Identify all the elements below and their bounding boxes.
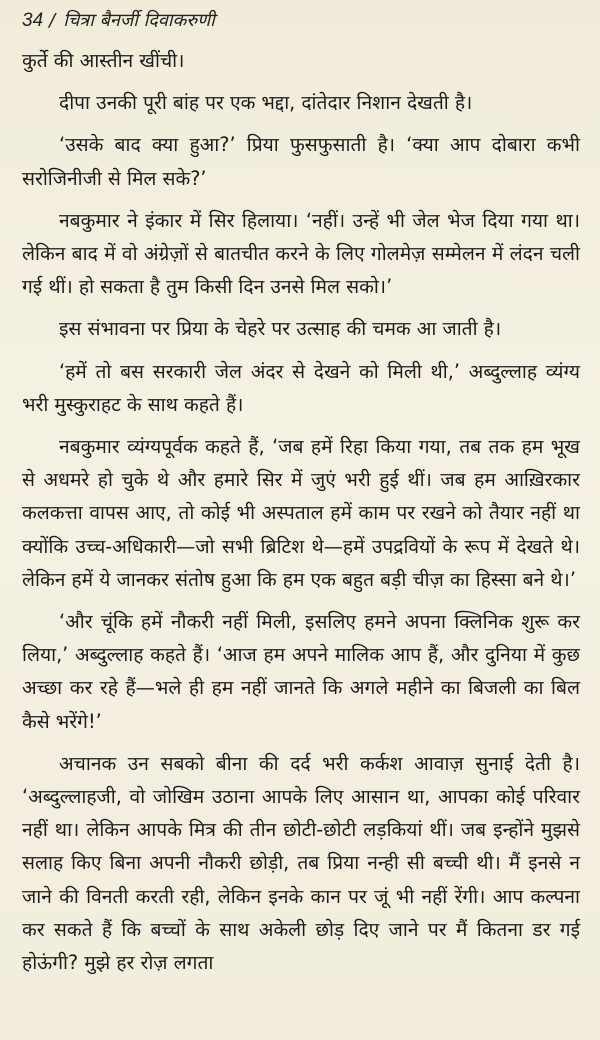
page-header xyxy=(22,8,580,38)
header-separator: / xyxy=(49,10,56,31)
paragraph: नबकुमार व्यंग्यपूर्वक कहते हैं, ‘जब हमें रिहा किया गया, तब तक हम भूख से अधमरे हो चुके थे और हमारे सिर में जुएं भरी हुई थीं। जब हम आख़िरकार कलकत्ता वापस आए, तो कोई भी अस्पताल हमें काम पर रखने को तैयार नहीं था क्योंकि उच्च-अधिकारी—जो सभी ब्रिटिश थे—हमें उपद्रवियों के रूप में देखते थे। लेकिन हमें ये जानकर संतोष हुआ कि हम एक बहुत बड़ी चीज़ का हिस्सा बने थे।’ xyxy=(22,435,580,591)
paragraph: ‘हमें तो बस सरकारी जेल अंदर से देखने को मिली थी,’ अब्दुल्लाह व्यंग्य भरी मुस्कुराहट के साथ कहते हैं। xyxy=(22,359,580,416)
paragraph: इस संभावना पर प्रिया के चेहरे पर उत्साह की चमक आ जाती है। xyxy=(59,317,502,341)
body-text xyxy=(22,44,580,979)
running-title: चित्रा बैनर्जी दिवाकरुणी xyxy=(63,10,215,31)
paragraph: दीपा उनकी पूरी बांह पर एक भद्दा, दांतेदार निशान देखती है। xyxy=(59,91,473,115)
paragraph: ‘और चूंकि हमें नौकरी नहीं मिली, इसलिए हमने अपना क्लिनिक शुरू कर लिया,’ अब्दुल्लाह कहते हैं। ‘आज हम अपने मालिक आप हैं, और दुनिया में कुछ अच्छा कर रहे हैं—भले ही हम नहीं जानते कि अगले महीने का बिजली का बिल कैसे भरेंगे!’ xyxy=(22,610,580,733)
paragraph: ‘उसके बाद क्या हुआ?’ प्रिया फुसफुसाती है। ‘क्या आप दोबारा कभी सरोजिनीजी से मिल सके?’ xyxy=(22,133,580,190)
paragraph: अचानक उन सबको बीना की दर्द भरी कर्कश आवाज़ सुनाई देती है। ‘अब्दुल्लाहजी, वो जोखिम उठाना आपके लिए आसान था, आपका कोई परिवार नहीं था। लेकिन आपके मित्र की तीन छोटी-छोटी लड़कियां थीं। जब इन्होंने मुझसे सलाह किए बिना अपनी नौकरी छोड़ी, तब प्रिया नन्ही सी बच्ची थी। मैं इनसे न जाने की विनती करती रही, लेकिन इनके कान पर जूं भी नहीं रेंगी। आप कल्पना कर सकते हैं कि बच्चों के साथ अकेली छोड़ दिए जाने पर मैं कितना डर गई होऊंगी? मुझे हर रोज़ लगता xyxy=(22,751,580,975)
paragraph: कुर्ते की आस्तीन खींची। xyxy=(22,49,185,72)
page-number: 34 xyxy=(22,10,44,31)
paragraph: नबकुमार ने इंकार में सिर हिलाया। ‘नहीं। उन्हें भी जेल भेज दिया गया था। लेकिन बाद में वो अंग्रेज़ों से बातचीत करने के लिए गोलमेज़ सम्मेलन में लंदन चली गई थीं। हो सकता है तुम किसी दिन उनसे मिल सको।’ xyxy=(22,208,580,299)
